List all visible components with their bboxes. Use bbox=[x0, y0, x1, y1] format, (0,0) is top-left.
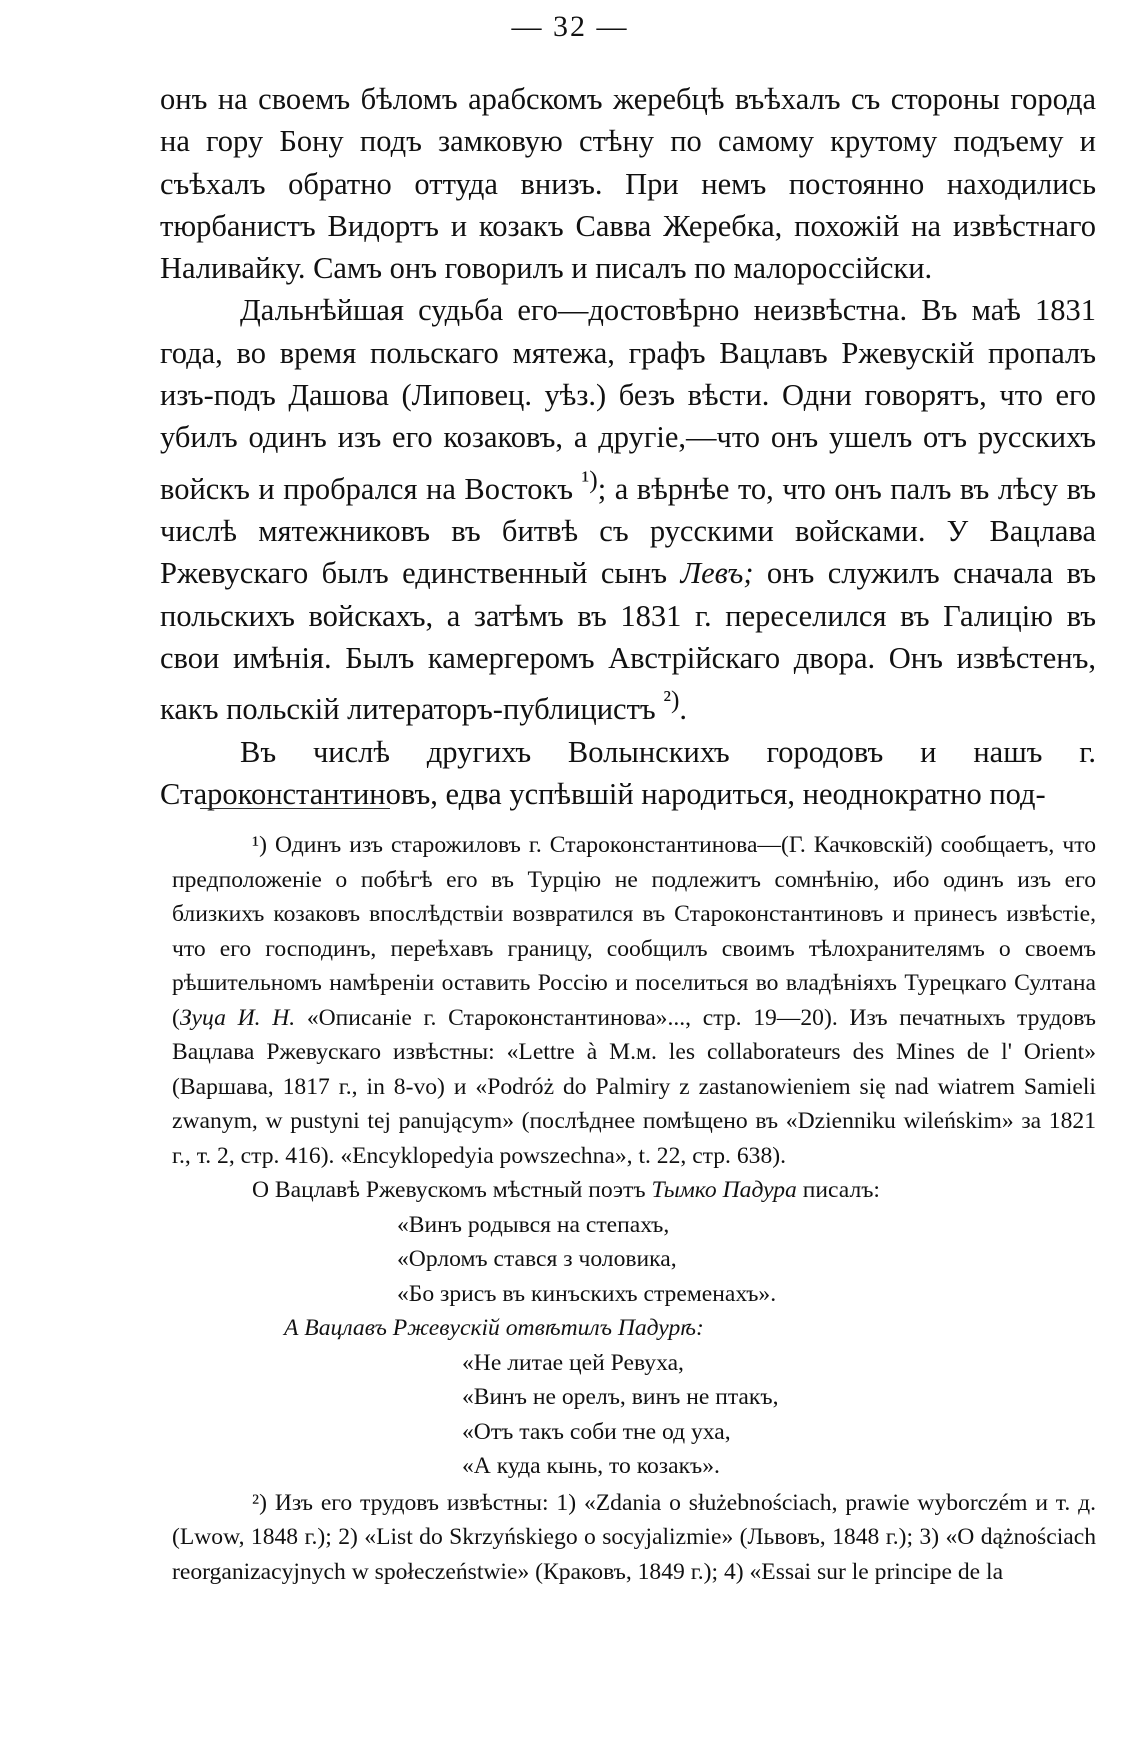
poem-1-line: «Винъ родывся на степахъ, bbox=[397, 1211, 670, 1238]
para2-part-a: Дальнѣйшая судьба его—достовѣрно неизвѣстна. Въ маѣ 1831 года, во время польскаго мятежа, графъ Вацлавъ Ржевускій пропалъ изъ-подъ Дашова (Липовец. уѣз.) безъ вѣсти. Одни говорятъ, что его убилъ одинъ изъ его козаковъ, а другіе,—что онъ ушелъ отъ русскихъ войскъ и пробрался на Востокъ bbox=[160, 293, 1096, 506]
poet-intro bbox=[172, 1173, 1096, 1208]
reply-intro: А Вацлавъ Ржевускій отвѣтилъ Падурѣ: bbox=[284, 1315, 704, 1341]
paragraph-1: онъ на своемъ бѣломъ арабскомъ жеребцѣ въѣхалъ съ стороны города на гору Бону подъ замковую стѣну по самому крутому подъему и съѣхалъ обратно оттуда внизъ. При немъ постоянно находились тюрбанистъ Видортъ и козакъ Савва Жеребка, похожій на извѣстнаго Наливайку. Самъ онъ говорилъ и писалъ по малороссійски. bbox=[160, 82, 1096, 286]
paragraph-2 bbox=[160, 289, 1096, 730]
para2-part-c: онъ служилъ сначала въ польскихъ войскахъ, а затѣмъ въ 1831 г. переселился въ Галицію въ свои имѣнія. Былъ камергеромъ Австрійскаго двора. Онъ извѣстенъ, какъ польскій литераторъ-публицистъ bbox=[160, 556, 1097, 727]
poem-2-line: «Не литае цей Ревуха, bbox=[462, 1349, 684, 1376]
footnote-1 bbox=[172, 828, 1096, 1173]
poem-2 bbox=[172, 1346, 1096, 1484]
footnote-1-label: ¹) bbox=[252, 832, 267, 858]
footnote-2-label: ²) bbox=[252, 1489, 267, 1516]
poet-intro-a: О Вацлавѣ Ржевускомъ мѣстный поэтъ bbox=[252, 1177, 646, 1203]
poem-2-line: «А куда кынь, то козакъ». bbox=[462, 1453, 720, 1479]
poet-intro-b: писалъ: bbox=[802, 1177, 880, 1203]
page-number: — 32 — bbox=[511, 10, 629, 43]
para2-part-b: ; а вѣрнѣе то, что онъ палъ въ лѣсу въ числѣ мятежниковъ въ битвѣ съ русскими войсками. У Вацлава Ржевускаго былъ единственный сынъ bbox=[160, 471, 1096, 591]
para2-end: . bbox=[679, 692, 688, 727]
footnote-ref-1: ¹) bbox=[581, 465, 598, 494]
poem-2-line: «Отъ такъ соби тне од уха, bbox=[462, 1418, 731, 1445]
son-name: Левъ; bbox=[680, 556, 754, 591]
poem-1-line: «Орломъ стався з чоловика, bbox=[397, 1246, 677, 1272]
footnote-1-text-a: Одинъ изъ старожиловъ г. Староконстантинова—(Г. Качковскій) сообщаетъ, что предположеніе о побѣгѣ его въ Турцію не подлежитъ сомнѣнію, ибо одинъ изъ его близкихъ козаковъ впослѣдствіи возвратился въ Староконстантиновъ и принесъ извѣстіе, что его господинъ, переѣхавъ границу, сообщилъ своимъ тѣлохранителямъ о своемъ рѣшительномъ намѣреніи оставить Россію и поселиться во владѣніяхъ Турецкаго Султана ( bbox=[172, 832, 1096, 1031]
footnote-2-text: Изъ его трудовъ извѣстны: 1) «Zdania o służebnościach, prawie wyborczém и т. д. (Lwow, 1848 г.); 2) «List do Skrzyńskiego o socyjalizmie» (Львовъ, 1848 г.); 3) «O dążnościach reorganizacyjnych w społeczeństwie» (Краковъ, 1849 г.); 4) «Essai sur le principe de la bbox=[172, 1489, 1097, 1585]
poem-2-line: «Винъ не орелъ, винъ не птакъ, bbox=[462, 1384, 779, 1410]
footnote-separator bbox=[200, 808, 390, 809]
poet-name: Тымко Падура bbox=[651, 1177, 797, 1203]
poem-1 bbox=[172, 1208, 1096, 1312]
main-text bbox=[160, 78, 1096, 815]
footnote-ref-2: ²) bbox=[663, 686, 680, 715]
paragraph-3: Въ числѣ другихъ Волынскихъ городовъ и нашъ г. Староконстантиновъ, едва успѣвшій народиться, неоднократно под- bbox=[160, 734, 1096, 812]
footnote-1-text-b: «Описаніе г. Староконстантинова»..., стр. 19—20). Изъ печатныхъ трудовъ Вацлава Ржевускаго извѣстны: «Lettre à M.м. les collaborateurs des Mines de l' Orient» (Варшава, 1817 г., in 8-vo) и «Podróż do Palmiry z zastanowieniem się nad wiatrem Samieli zwanym, w pustyni tej panującym» (послѣднее помѣщено въ «Dzienniku wileńskim» за 1821 г., т. 2, стр. 416). «Encyklopedyia powszechna», t. 22, стр. 638). bbox=[172, 1004, 1096, 1169]
footnote-1-author: Зуца И. Н. bbox=[179, 1004, 296, 1031]
footnote-2 bbox=[172, 1486, 1096, 1590]
poem-1-line: «Бо зрисъ въ кинъскихъ стременахъ». bbox=[397, 1280, 777, 1307]
footnotes bbox=[172, 828, 1096, 1589]
